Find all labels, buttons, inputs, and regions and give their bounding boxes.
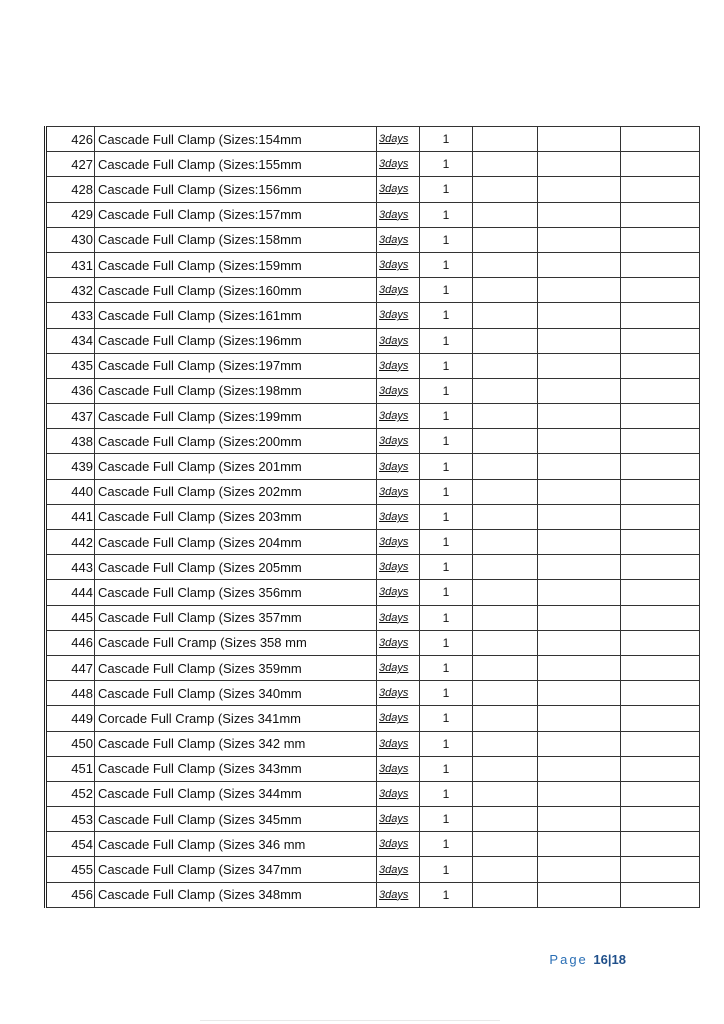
row-empty-cell-2 [538,857,621,882]
row-description: Cascade Full Cramp (Sizes 358 mm [95,630,377,655]
row-empty-cell-1 [473,857,538,882]
table-row [46,278,700,303]
row-quantity: 1 [420,278,473,303]
row-number: 444 [46,580,95,605]
row-empty-cell-1 [473,731,538,756]
row-empty-cell-3 [621,580,700,605]
row-empty-cell-1 [473,807,538,832]
page-current: 16 [593,952,608,967]
table-row [46,504,700,529]
row-number: 453 [46,807,95,832]
row-empty-cell-3 [621,429,700,454]
row-number: 432 [46,278,95,303]
row-duration: 3days [377,278,420,303]
row-empty-cell-3 [621,530,700,555]
row-description: Cascade Full Clamp (Sizes:200mm [95,429,377,454]
table-row [46,404,700,429]
row-description: Cascade Full Clamp (Sizes 343mm [95,756,377,781]
row-number: 449 [46,706,95,731]
row-empty-cell-3 [621,807,700,832]
row-duration: 3days [377,353,420,378]
row-quantity: 1 [420,781,473,806]
row-empty-cell-1 [473,127,538,152]
row-empty-cell-1 [473,278,538,303]
row-number: 427 [46,152,95,177]
row-quantity: 1 [420,630,473,655]
row-empty-cell-1 [473,781,538,806]
page-separator: | [607,952,612,967]
row-number: 442 [46,530,95,555]
row-quantity: 1 [420,479,473,504]
row-empty-cell-3 [621,303,700,328]
row-empty-cell-1 [473,454,538,479]
row-number: 430 [46,227,95,252]
row-quantity: 1 [420,555,473,580]
row-duration: 3days [377,479,420,504]
row-duration: 3days [377,731,420,756]
row-empty-cell-1 [473,555,538,580]
row-duration: 3days [377,530,420,555]
row-empty-cell-2 [538,454,621,479]
row-empty-cell-2 [538,378,621,403]
row-empty-cell-2 [538,882,621,907]
row-empty-cell-1 [473,504,538,529]
scan-artifact-line [200,1020,500,1021]
row-number: 455 [46,857,95,882]
row-empty-cell-2 [538,177,621,202]
row-empty-cell-3 [621,630,700,655]
row-quantity: 1 [420,252,473,277]
row-number: 429 [46,202,95,227]
row-duration: 3days [377,177,420,202]
row-empty-cell-3 [621,152,700,177]
table-row [46,630,700,655]
table-row [46,479,700,504]
row-empty-cell-2 [538,252,621,277]
table-row [46,177,700,202]
row-empty-cell-3 [621,555,700,580]
row-description: Cascade Full Clamp (Sizes 348mm [95,882,377,907]
row-quantity: 1 [420,832,473,857]
row-empty-cell-2 [538,781,621,806]
row-empty-cell-3 [621,278,700,303]
row-quantity: 1 [420,580,473,605]
row-description: Cascade Full Clamp (Sizes:196mm [95,328,377,353]
row-description: Cascade Full Clamp (Sizes 342 mm [95,731,377,756]
row-empty-cell-3 [621,227,700,252]
row-empty-cell-3 [621,252,700,277]
row-number: 447 [46,655,95,680]
row-number: 433 [46,303,95,328]
row-quantity: 1 [420,655,473,680]
row-empty-cell-1 [473,530,538,555]
row-number: 435 [46,353,95,378]
row-description: Cascade Full Clamp (Sizes:199mm [95,404,377,429]
row-empty-cell-2 [538,580,621,605]
row-quantity: 1 [420,353,473,378]
row-number: 426 [46,127,95,152]
row-description: Cascade Full Clamp (Sizes:159mm [95,252,377,277]
table-row [46,681,700,706]
row-quantity: 1 [420,303,473,328]
row-empty-cell-2 [538,353,621,378]
row-empty-cell-1 [473,303,538,328]
row-number: 450 [46,731,95,756]
row-empty-cell-2 [538,278,621,303]
row-empty-cell-3 [621,454,700,479]
row-empty-cell-2 [538,202,621,227]
row-empty-cell-2 [538,227,621,252]
row-empty-cell-1 [473,353,538,378]
table-row [46,781,700,806]
row-description: Cascade Full Clamp (Sizes 340mm [95,681,377,706]
row-empty-cell-1 [473,655,538,680]
row-empty-cell-2 [538,429,621,454]
row-empty-cell-2 [538,504,621,529]
row-empty-cell-3 [621,404,700,429]
row-number: 436 [46,378,95,403]
row-empty-cell-2 [538,756,621,781]
table-row [46,252,700,277]
table-row [46,127,700,152]
row-quantity: 1 [420,328,473,353]
row-description: Cascade Full Clamp (Sizes:161mm [95,303,377,328]
page-label: Page [549,952,588,967]
row-description: Cascade Full Clamp (Sizes 357mm [95,605,377,630]
row-empty-cell-3 [621,781,700,806]
row-empty-cell-3 [621,681,700,706]
row-empty-cell-3 [621,655,700,680]
page-total: 18 [611,952,626,967]
row-number: 456 [46,882,95,907]
row-empty-cell-3 [621,832,700,857]
row-duration: 3days [377,605,420,630]
row-quantity: 1 [420,504,473,529]
row-quantity: 1 [420,807,473,832]
row-empty-cell-2 [538,655,621,680]
row-empty-cell-3 [621,127,700,152]
row-empty-cell-1 [473,756,538,781]
table-row [46,303,700,328]
row-number: 438 [46,429,95,454]
row-empty-cell-1 [473,378,538,403]
row-duration: 3days [377,378,420,403]
row-empty-cell-3 [621,328,700,353]
row-description: Cascade Full Clamp (Sizes:160mm [95,278,377,303]
table-row [46,731,700,756]
row-empty-cell-2 [538,731,621,756]
row-empty-cell-2 [538,479,621,504]
row-empty-cell-1 [473,630,538,655]
row-description: Cascade Full Clamp (Sizes:198mm [95,378,377,403]
row-number: 439 [46,454,95,479]
row-description: Cascade Full Clamp (Sizes 205mm [95,555,377,580]
row-empty-cell-3 [621,202,700,227]
row-empty-cell-3 [621,882,700,907]
row-empty-cell-2 [538,807,621,832]
row-duration: 3days [377,152,420,177]
table-row [46,555,700,580]
row-description: Cascade Full Clamp (Sizes 347mm [95,857,377,882]
row-empty-cell-3 [621,605,700,630]
row-description: Cascade Full Clamp (Sizes:158mm [95,227,377,252]
row-quantity: 1 [420,857,473,882]
row-quantity: 1 [420,681,473,706]
row-number: 431 [46,252,95,277]
row-empty-cell-1 [473,404,538,429]
row-number: 434 [46,328,95,353]
table-row [46,429,700,454]
row-quantity: 1 [420,706,473,731]
row-empty-cell-2 [538,303,621,328]
items-table [44,126,700,908]
row-description: Cascade Full Clamp (Sizes 204mm [95,530,377,555]
row-empty-cell-3 [621,177,700,202]
row-duration: 3days [377,252,420,277]
table-row [46,530,700,555]
row-empty-cell-2 [538,328,621,353]
row-duration: 3days [377,580,420,605]
row-number: 454 [46,832,95,857]
row-empty-cell-2 [538,530,621,555]
row-empty-cell-1 [473,252,538,277]
row-empty-cell-1 [473,580,538,605]
row-empty-cell-2 [538,706,621,731]
row-number: 446 [46,630,95,655]
row-number: 443 [46,555,95,580]
row-quantity: 1 [420,429,473,454]
page-footer [549,952,626,967]
row-empty-cell-2 [538,555,621,580]
row-number: 452 [46,781,95,806]
row-description: Cascade Full Clamp (Sizes:154mm [95,127,377,152]
row-number: 440 [46,479,95,504]
row-empty-cell-2 [538,832,621,857]
row-description: Cascade Full Clamp (Sizes 203mm [95,504,377,529]
row-duration: 3days [377,328,420,353]
table-row [46,882,700,907]
row-empty-cell-3 [621,504,700,529]
row-quantity: 1 [420,731,473,756]
row-number: 448 [46,681,95,706]
row-empty-cell-2 [538,127,621,152]
row-description: Cascade Full Clamp (Sizes 359mm [95,655,377,680]
row-empty-cell-1 [473,706,538,731]
row-empty-cell-3 [621,378,700,403]
row-quantity: 1 [420,152,473,177]
row-duration: 3days [377,857,420,882]
row-duration: 3days [377,429,420,454]
row-description: Cascade Full Clamp (Sizes:155mm [95,152,377,177]
row-duration: 3days [377,630,420,655]
table-row [46,328,700,353]
row-empty-cell-1 [473,177,538,202]
row-quantity: 1 [420,127,473,152]
row-empty-cell-1 [473,832,538,857]
row-duration: 3days [377,882,420,907]
row-duration: 3days [377,807,420,832]
row-number: 441 [46,504,95,529]
row-number: 428 [46,177,95,202]
row-empty-cell-2 [538,404,621,429]
row-description: Cascade Full Clamp (Sizes:157mm [95,202,377,227]
row-duration: 3days [377,454,420,479]
row-description: Cascade Full Clamp (Sizes 344mm [95,781,377,806]
row-description: Cascade Full Clamp (Sizes 201mm [95,454,377,479]
row-empty-cell-1 [473,605,538,630]
row-quantity: 1 [420,530,473,555]
row-duration: 3days [377,681,420,706]
row-duration: 3days [377,706,420,731]
table-row [46,152,700,177]
row-description: Corcade Full Cramp (Sizes 341mm [95,706,377,731]
table-row [46,580,700,605]
table-row [46,605,700,630]
row-empty-cell-3 [621,857,700,882]
row-empty-cell-3 [621,756,700,781]
row-duration: 3days [377,227,420,252]
row-duration: 3days [377,655,420,680]
row-duration: 3days [377,781,420,806]
row-empty-cell-1 [473,429,538,454]
row-empty-cell-1 [473,882,538,907]
row-duration: 3days [377,127,420,152]
row-description: Cascade Full Clamp (Sizes 346 mm [95,832,377,857]
table-row [46,807,700,832]
table-row [46,454,700,479]
table-row [46,857,700,882]
row-duration: 3days [377,832,420,857]
row-empty-cell-3 [621,731,700,756]
row-empty-cell-3 [621,353,700,378]
table-row [46,832,700,857]
row-description: Cascade Full Clamp (Sizes:156mm [95,177,377,202]
row-empty-cell-1 [473,202,538,227]
row-quantity: 1 [420,882,473,907]
row-quantity: 1 [420,202,473,227]
row-empty-cell-1 [473,152,538,177]
row-description: Cascade Full Clamp (Sizes:197mm [95,353,377,378]
row-empty-cell-1 [473,681,538,706]
row-number: 445 [46,605,95,630]
row-duration: 3days [377,303,420,328]
table-row [46,706,700,731]
table-row [46,756,700,781]
table-row [46,353,700,378]
row-empty-cell-3 [621,479,700,504]
row-duration: 3days [377,404,420,429]
row-quantity: 1 [420,454,473,479]
row-empty-cell-1 [473,479,538,504]
row-duration: 3days [377,756,420,781]
row-empty-cell-2 [538,681,621,706]
row-description: Cascade Full Clamp (Sizes 202mm [95,479,377,504]
items-table-body [46,127,700,908]
row-quantity: 1 [420,756,473,781]
row-quantity: 1 [420,177,473,202]
row-description: Cascade Full Clamp (Sizes 356mm [95,580,377,605]
table-row [46,378,700,403]
row-empty-cell-1 [473,328,538,353]
row-quantity: 1 [420,404,473,429]
row-quantity: 1 [420,605,473,630]
row-empty-cell-2 [538,152,621,177]
row-empty-cell-2 [538,605,621,630]
row-number: 451 [46,756,95,781]
row-empty-cell-2 [538,630,621,655]
row-quantity: 1 [420,227,473,252]
table-row [46,227,700,252]
row-quantity: 1 [420,378,473,403]
row-duration: 3days [377,555,420,580]
row-empty-cell-1 [473,227,538,252]
row-empty-cell-3 [621,706,700,731]
row-number: 437 [46,404,95,429]
row-duration: 3days [377,202,420,227]
row-description: Cascade Full Clamp (Sizes 345mm [95,807,377,832]
table-row [46,202,700,227]
row-duration: 3days [377,504,420,529]
table-row [46,655,700,680]
